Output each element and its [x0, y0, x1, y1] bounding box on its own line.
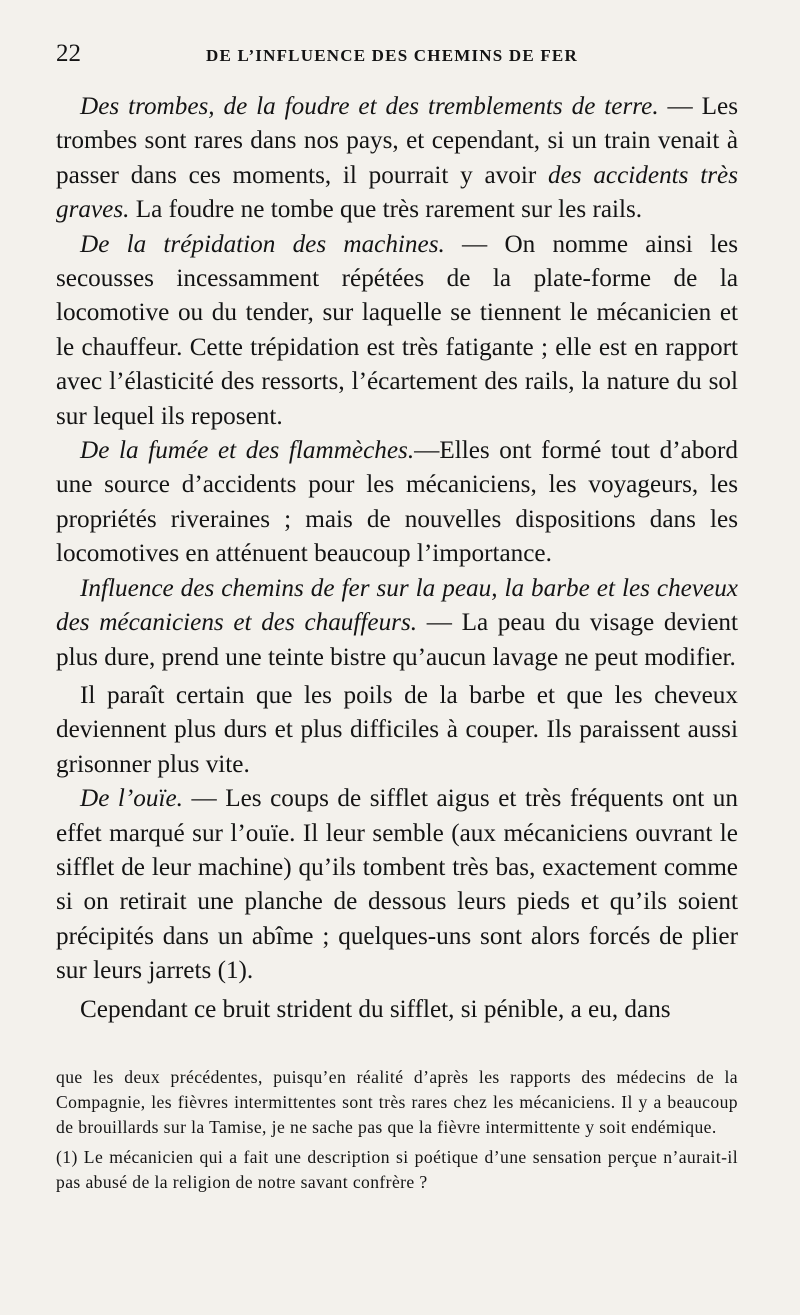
- page-header: [56, 40, 738, 84]
- paragraph-peau: [56, 572, 738, 675]
- paragraph-fumee: [56, 434, 738, 572]
- paragraph-trombes: [56, 90, 738, 228]
- page-number: 22: [56, 40, 81, 67]
- paragraph-text: Cependant ce bruit strident du sifflet, si pénible, a eu, dans: [80, 995, 671, 1023]
- paragraph-poils: [56, 679, 738, 782]
- main-text: [56, 90, 738, 1027]
- section-heading: De l’ouïe.: [80, 785, 183, 813]
- footnote-1: (1) Le mécanicien qui a fait une description si poétique d’une sensation perçue n’aurait-il pas abusé de la religion de notre savant confrère ?: [56, 1146, 738, 1192]
- paragraph-text: — On nomme ainsi les secousses incessamment répétées de la plate-forme de la locomotive ou du tender, sur laquelle se tiennent le mécanicien et le chauffeur. Cette trépidation est très fatigante ; elle est en rapport avec l’élasticité des ressorts, l’écartement des rails, la nature du sol sur lequel ils reposent.: [56, 230, 739, 430]
- paragraph-text: —Elles ont formé tout d’abord une source d’accidents pour les mécaniciens, les voyageurs, les propriétés riveraines ; mais de nouvelles dispositions dans les locomotives en atténuent beaucoup l’importance.: [56, 437, 738, 568]
- paragraph-text: — Les trombes sont rares dans nos pays, et cependant, si un train venait à passer dans ces moments, il pourrait y avoir: [56, 93, 739, 189]
- paragraph-text: — La peau du visage devient plus dure, prend une teinte bistre qu’aucun lavage ne peut modifier.: [56, 609, 738, 671]
- paragraph-ouie: [56, 782, 738, 988]
- paragraph-text: Il paraît certain que les poils de la barbe et que les cheveux deviennent plus durs et plus difficiles à couper. Ils paraissent aussi grisonner plus vite.: [56, 681, 738, 778]
- footnote-continued: que les deux précédentes, puisqu’en réalité d’après les rapports des médecins de la Compagnie, les fièvres intermittentes sont très rares chez les mécaniciens. Il y a beaucoup de brouillards sur la Tamise, je ne sache pas que la fièvre intermittente y soit endémique.: [56, 1066, 738, 1137]
- paragraph-text: — Les coups de sifflet aigus et très fréquents ont un effet marqué sur l’ouïe. Il leur semble (aux mécaniciens ouvrant le sifflet de leur machine) qu’ils tombent très bas, exactement comme si on retirait une planche de dessous leurs pieds et qu’ils soient précipités dans un abîme ; quelques-uns sont alors forcés de plier sur leurs jarrets (1).: [56, 785, 738, 985]
- section-heading: Des trombes, de la foudre et des tremblements de terre.: [80, 93, 659, 120]
- section-heading: De la trépidation des machines.: [80, 230, 445, 258]
- paragraph-text: La foudre ne tombe que très rarement sur les rails.: [129, 196, 643, 224]
- running-title: DE L’INFLUENCE DES CHEMINS DE FER: [206, 46, 578, 65]
- section-heading: De la fumée et des flammèches.: [80, 437, 415, 465]
- paragraph-trepidation: [56, 228, 738, 434]
- section-heading: Influence des chemins de fer sur la peau, la barbe et les cheveux des mécaniciens et des chauffeurs.: [56, 574, 738, 637]
- paragraph-sifflet: [56, 993, 738, 1027]
- footnotes: [56, 1065, 738, 1195]
- emphasis-text: des accidents très graves.: [56, 161, 738, 224]
